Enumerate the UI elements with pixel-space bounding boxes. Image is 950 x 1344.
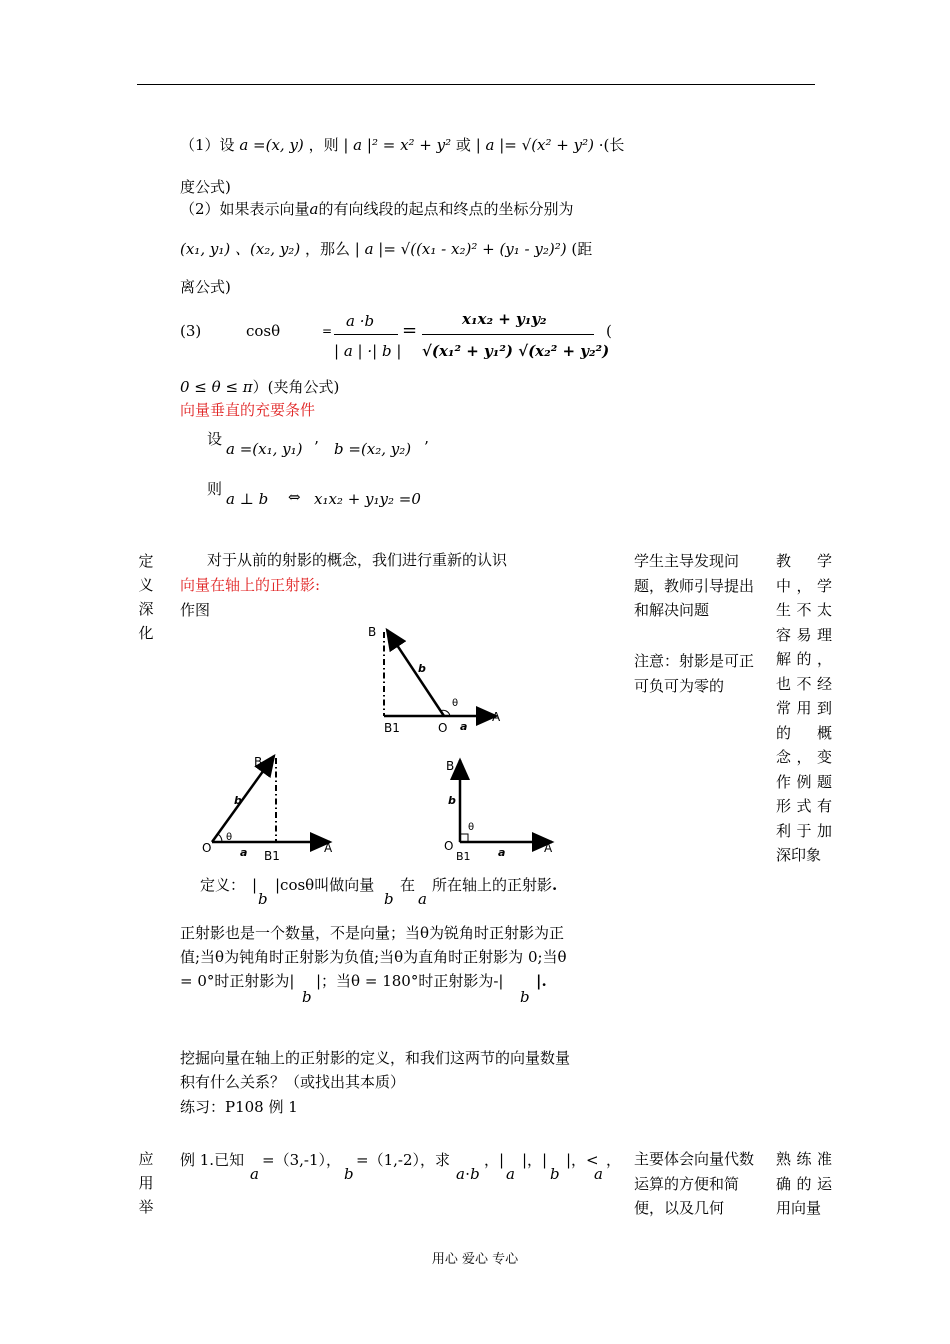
- label-b-point: B: [446, 759, 455, 773]
- section-1-label: [137, 549, 155, 645]
- formula-3-num1: a ·b: [346, 312, 375, 330]
- section-1-note-b: 注意：射影是可正可负可为零的: [634, 652, 755, 695]
- formula-2-line1: [180, 198, 574, 220]
- example-a: a: [250, 1165, 259, 1183]
- section-2-char: 用: [138, 1174, 154, 1192]
- formula-1-prefix: （1）设: [180, 136, 235, 154]
- section-1-char: 定: [138, 552, 154, 570]
- section-2-label: [137, 1147, 155, 1219]
- label-b-vector: b: [418, 662, 426, 675]
- section-1-char: 义: [138, 576, 154, 594]
- example-a2: a: [506, 1165, 515, 1183]
- para-line-3a: = 0°时正射影为|: [180, 972, 295, 990]
- formula-1: [180, 134, 624, 156]
- definition-dot: .: [552, 876, 558, 894]
- section-1-note-a: 学生主导发现问题，教师引导提出和解决问题: [634, 552, 755, 619]
- section-2-remark: 熟练准确的运用向量: [776, 1150, 832, 1217]
- para-line-3b: |；当θ = 180°时正射影为-|: [316, 972, 504, 990]
- section-1-intro: 对于从前的射影的概念，我们进行重新的认识: [207, 551, 508, 569]
- formula-1-or: 或: [455, 136, 471, 154]
- label-b-vector: b: [234, 794, 242, 807]
- section-2-char: 举: [138, 1198, 154, 1216]
- vector-b-arrow: [212, 756, 274, 842]
- formula-3-eq2: =: [402, 320, 418, 341]
- header-rule: [137, 84, 815, 85]
- definition-abs1: |: [252, 876, 258, 894]
- fraction-bar-2: [422, 334, 594, 335]
- example-b: b: [344, 1165, 354, 1183]
- label-b-point: B: [254, 755, 263, 769]
- perp-b-def: b =(x₂, y₂): [334, 440, 412, 458]
- example-a-value: =（3,-1），: [262, 1151, 341, 1169]
- section-1-remark: 教学中，学生不太容易理解的，也不经常用到的概念，变作例题形式有利于加深印象: [776, 552, 832, 864]
- perp-eq: x₁x₂ + y₁y₂ =0: [314, 490, 421, 508]
- definition-post-text: 所在轴上的正射影: [432, 876, 553, 894]
- section-1-char: 深: [138, 600, 154, 618]
- perp-iff: ⇔: [288, 488, 301, 506]
- label-o: O: [202, 841, 212, 855]
- label-b-vector: b: [448, 794, 456, 807]
- formula-3-range: 0 ≤ θ ≤ π: [180, 378, 253, 396]
- definition-b2: b: [384, 890, 394, 908]
- para-b2: b: [520, 988, 530, 1006]
- definition-pre: 定义：: [200, 876, 246, 894]
- section-2-note: 主要体会向量代数运算的方便和简便，以及几何: [634, 1150, 755, 1217]
- para-line-3c: |.: [536, 972, 547, 990]
- example-rest-4: ，: [606, 1151, 622, 1169]
- perp-cond: a ⊥ b: [226, 490, 269, 508]
- fraction-bar-1: [334, 334, 398, 335]
- formula-3-range-line: [180, 376, 339, 398]
- section-2-char: 应: [138, 1150, 154, 1168]
- label-a-vector: a: [240, 846, 248, 859]
- label-o: O: [444, 839, 454, 853]
- formula-3-den2: √(x₁² + y₁²) √(x₂² + y₂²): [422, 342, 610, 360]
- perp-a-def: a =(x₁, y₁): [226, 440, 303, 458]
- example-pre: 例 1.已知: [180, 1151, 245, 1169]
- definition-post: [432, 874, 557, 896]
- perp-comma-1: ’: [314, 438, 319, 456]
- formula-3-paren: (: [606, 322, 612, 340]
- definition-a: a: [418, 890, 427, 908]
- label-a-point: A: [544, 841, 553, 855]
- formula-3-eq: =: [322, 324, 333, 338]
- perp-set: 设: [207, 430, 223, 448]
- formula-1-then: ，则: [308, 136, 339, 154]
- formula-3-label: (3): [180, 322, 202, 340]
- formula-2-intro-end: 的有向线段的起点和终点的坐标分别为: [318, 200, 574, 218]
- para-b1: b: [302, 988, 312, 1006]
- label-b1: B1: [264, 849, 280, 863]
- example-rest-3: |，<: [566, 1151, 599, 1169]
- definition-b1: b: [258, 890, 268, 908]
- question-line-1: 挖掘向量在轴上的正射影的定义，和我们这两节的向量数量: [180, 1049, 571, 1067]
- formula-2-tail: (距: [571, 240, 593, 258]
- formula-2-distance: | a |= √((x₁ - x₂)² + (y₁ - y₂)²): [354, 240, 567, 258]
- label-b-point: B: [368, 625, 377, 639]
- perp-heading: 向量垂直的充要条件: [180, 401, 316, 419]
- formula-2-cont: 离公式): [180, 278, 231, 296]
- formula-1-length: | a |= √(x² + y²): [475, 136, 594, 154]
- formula-2-points: (x₁, y₁) 、(x₂, y₂): [180, 240, 301, 258]
- formula-3-tail: ）(夹角公式): [252, 378, 340, 396]
- label-a-vector: a: [460, 720, 468, 733]
- formula-1-square: | a |² = x² + y²: [343, 136, 452, 154]
- question-line-3: 练习：P108 例 1: [180, 1098, 298, 1116]
- formula-1-tail: ·(长: [598, 136, 625, 154]
- label-theta: θ: [452, 698, 459, 709]
- formula-3-cos: cosθ: [246, 322, 281, 340]
- formula-2-intro: （2）如果表示向量: [180, 200, 310, 218]
- definition-abs2: |cosθ叫做向量: [275, 876, 375, 894]
- example-b2: b: [550, 1165, 560, 1183]
- formula-2-line2: [180, 238, 592, 260]
- label-a-point: A: [324, 841, 333, 855]
- figure-obtuse: [360, 620, 520, 738]
- formula-3-num2: x₁x₂ + y₁y₂: [462, 310, 547, 328]
- label-b1: B1: [384, 721, 400, 735]
- label-a-vector: a: [498, 846, 506, 859]
- formula-2-vector: a: [309, 200, 319, 218]
- section-1-draw: 作图: [180, 601, 211, 619]
- figure-acute: [198, 748, 348, 866]
- example-a3: a: [594, 1165, 603, 1183]
- definition-in: 在: [400, 876, 416, 894]
- section-1-red-title: 向量在轴上的正射影:: [180, 576, 321, 594]
- label-a-point: A: [492, 710, 501, 724]
- page-footer: 用心 爱心 专心: [431, 1252, 519, 1267]
- formula-2-then: ，那么: [304, 240, 350, 258]
- label-b1: B1: [456, 850, 471, 863]
- section-1-char: 化: [138, 624, 154, 642]
- label-theta: θ: [226, 832, 233, 843]
- example-rest-2: |，|: [522, 1151, 548, 1169]
- label-o: O: [438, 721, 448, 735]
- formula-1-cont: 度公式): [180, 178, 231, 196]
- label-theta: θ: [468, 822, 475, 833]
- perp-comma-2: ’: [424, 438, 429, 456]
- formula-1-vector: a =(x, y): [239, 136, 304, 154]
- example-ab: a⋅b: [456, 1165, 480, 1183]
- figure-right: [440, 748, 560, 866]
- para-line-1: 正射影也是一个数量，不是向量；当θ为锐角时正射影为正: [180, 924, 565, 942]
- example-b-value: =（1,-2），求: [356, 1151, 450, 1169]
- para-line-2: 值;当θ为钝角时正射影为负值;当θ为直角时正射影为 0;当θ: [180, 948, 567, 966]
- vector-b-arrow: [387, 630, 444, 716]
- question-line-2: 积有什么关系？（或找出其本质）: [180, 1073, 406, 1091]
- example-rest-1: ，|: [484, 1151, 505, 1169]
- formula-3-den1: | a | ·| b |: [334, 342, 402, 360]
- perp-then: 则: [207, 480, 223, 498]
